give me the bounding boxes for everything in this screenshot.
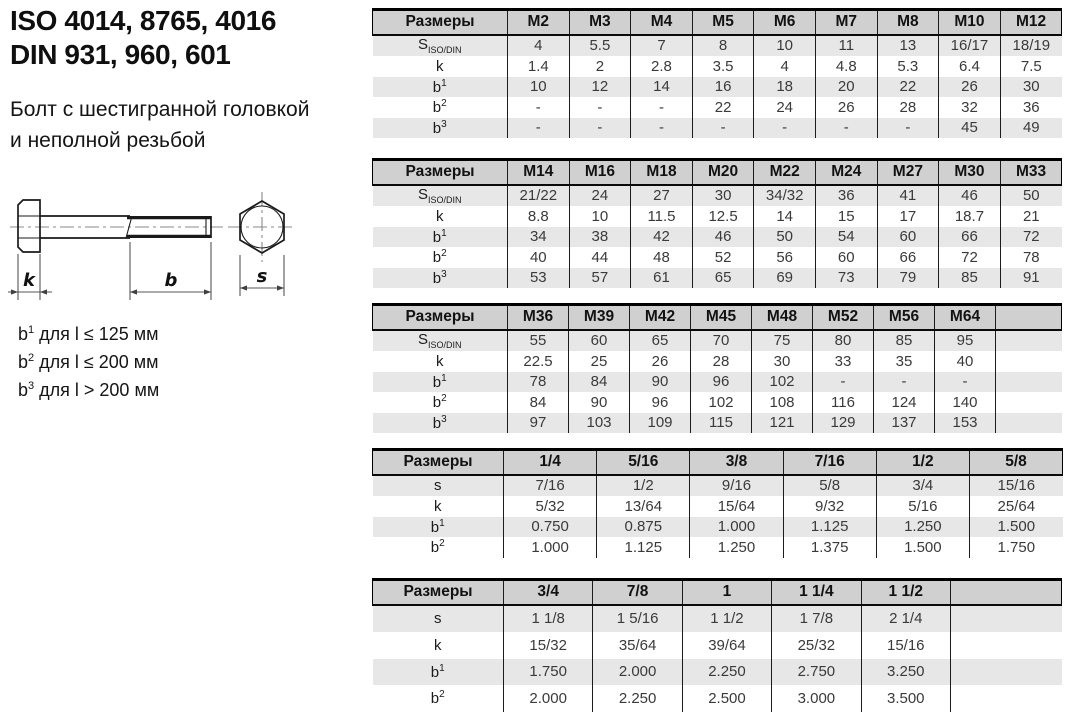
value-cell: 13 [877,35,939,57]
footnote-b2 [18,346,159,374]
footnote-b3 [18,374,159,402]
value-cell: 36 [1000,97,1062,118]
row-label: k [373,496,504,517]
value-cell: 153 [935,413,996,434]
value-cell: 57 [569,268,631,289]
value-cell: 60 [815,247,877,268]
value-cell: 78 [508,372,569,393]
value-cell: 9/32 [783,496,876,517]
value-cell: 8 [692,35,754,57]
size-column-header: 1 1/2 [861,580,950,605]
size-column-header: M27 [877,160,939,185]
size-column-header: M12 [1000,10,1062,35]
row-label: k [373,351,508,372]
value-cell: 12.5 [692,206,754,227]
size-column-header: M18 [631,160,693,185]
row-label: $b^2$ [373,392,508,413]
value-cell: 2.000 [593,659,682,686]
empty-cell [996,330,1062,352]
value-cell: 15/16 [861,632,950,659]
row-label: $b^2$ [373,247,508,268]
value-cell: 5/32 [504,496,597,517]
left-panel [10,4,365,156]
size-column-header: 1 [682,580,771,605]
bolt-head-outline [18,200,40,252]
value-cell: 2 1/4 [861,605,950,633]
value-cell: 25/64 [969,496,1062,517]
value-cell: 39/64 [682,632,771,659]
size-column-header: M4 [631,10,693,35]
value-cell: - [569,118,631,139]
value-cell: 20 [815,77,877,98]
value-cell: 116 [813,392,874,413]
size-column-header: M33 [1000,160,1062,185]
footnote-sup: 3 [28,380,35,392]
value-cell: 44 [569,247,631,268]
value-cell: 1 7/8 [772,605,861,633]
empty-header-cell [996,305,1062,330]
size-column-header: M39 [569,305,630,330]
value-cell: 55 [508,330,569,352]
value-cell: 33 [813,351,874,372]
value-cell: - [874,372,935,393]
footnote-text: для l > 200 мм [39,380,160,400]
value-cell: 10 [508,77,570,98]
value-cell: - [754,118,816,139]
value-cell: 22 [692,97,754,118]
value-cell: - [631,97,693,118]
value-cell: 78 [1000,247,1062,268]
value-cell: - [815,118,877,139]
size-column-header: 1/2 [876,450,969,475]
subtitle-line-2: и неполной резьбой [10,128,206,152]
value-cell: 50 [1000,185,1062,207]
empty-cell [950,605,1061,633]
value-cell: 18 [754,77,816,98]
value-cell: 79 [877,268,939,289]
value-cell: 1 1/8 [504,605,593,633]
value-cell: 35/64 [593,632,682,659]
value-cell: 96 [630,392,691,413]
value-cell: 73 [815,268,877,289]
page-title-din: DIN 931, 960, 601 [10,38,231,70]
value-cell: 102 [752,372,813,393]
size-column-header: M30 [939,160,1001,185]
value-cell: 84 [569,372,630,393]
value-cell: 16/17 [939,35,1001,57]
row-label: $b^1$ [373,659,504,686]
value-cell: 22.5 [508,351,569,372]
value-cell: 3/4 [876,475,969,497]
value-cell: 75 [752,330,813,352]
value-cell: 25 [569,351,630,372]
value-cell: 15/16 [969,475,1062,497]
value-cell: 91 [1000,268,1062,289]
table-corner-header: Размеры [373,450,504,475]
row-label: $b^3$ [373,268,508,289]
value-cell: 42 [631,227,693,248]
value-cell: 17 [877,206,939,227]
size-column-header: M52 [813,305,874,330]
value-cell: 4 [508,35,570,57]
empty-cell [996,413,1062,434]
size-column-header: M64 [935,305,996,330]
value-cell: 66 [877,247,939,268]
value-cell: 26 [939,77,1001,98]
size-column-header: M36 [508,305,569,330]
value-cell: 1.750 [969,537,1062,558]
row-label: $S_{ISO/DIN}$ [373,330,508,352]
value-cell: 34 [508,227,570,248]
k-arrow-left [11,289,18,294]
value-cell: 1.750 [504,659,593,686]
value-cell: 15 [815,206,877,227]
value-cell: 56 [754,247,816,268]
value-cell: 40 [508,247,570,268]
value-cell: 2.750 [772,659,861,686]
value-cell: 26 [815,97,877,118]
table-corner-header: Размеры [373,580,504,605]
size-column-header: 5/8 [969,450,1062,475]
dimension-table-metric-m36-m64 [372,303,1062,433]
size-column-header: M8 [877,10,939,35]
footnote-symbol: b [18,324,29,344]
value-cell: 12 [569,77,631,98]
value-cell: 15/64 [690,496,783,517]
row-label: k [373,206,508,227]
value-cell: 27 [631,185,693,207]
value-cell: 108 [752,392,813,413]
size-column-header: 3/8 [690,450,783,475]
value-cell: 15/32 [504,632,593,659]
empty-cell [950,685,1061,712]
value-cell: 2.250 [593,685,682,712]
value-cell: 129 [813,413,874,434]
value-cell: 21/22 [508,185,570,207]
value-cell: 2.000 [504,685,593,712]
footnotes [18,318,159,402]
table-corner-header: Размеры [373,160,508,185]
empty-cell [950,659,1061,686]
value-cell: 96 [691,372,752,393]
size-column-header: M6 [754,10,816,35]
row-label: $b^1$ [373,77,508,98]
value-cell: 18.7 [939,206,1001,227]
size-column-header: 5/16 [597,450,690,475]
bolt-technical-drawing [8,188,358,325]
row-label: k [373,632,504,659]
value-cell: 65 [692,268,754,289]
value-cell: 18/19 [1000,35,1062,57]
value-cell: 52 [692,247,754,268]
value-cell: 124 [874,392,935,413]
value-cell: 70 [691,330,752,352]
value-cell: 84 [508,392,569,413]
dimension-table-metric-m2-m12 [372,8,1062,138]
value-cell: 26 [630,351,691,372]
thread-runout-line [126,216,132,238]
size-column-header: M24 [815,160,877,185]
row-label: $b^1$ [373,517,504,538]
value-cell: 45 [939,118,1001,139]
bolt-drawing-svg [8,188,358,320]
empty-cell [996,351,1062,372]
value-cell: - [692,118,754,139]
value-cell: 121 [752,413,813,434]
value-cell: 3.500 [861,685,950,712]
value-cell: 8.8 [508,206,570,227]
row-label: $S_{ISO/DIN}$ [373,35,508,57]
size-column-header: 1 1/4 [772,580,861,605]
value-cell: 1.500 [969,517,1062,538]
footnote-symbol: b [18,380,29,400]
size-column-header: M7 [815,10,877,35]
value-cell: 36 [815,185,877,207]
value-cell: 35 [874,351,935,372]
value-cell: 102 [691,392,752,413]
value-cell: 72 [1000,227,1062,248]
value-cell: 9/16 [690,475,783,497]
row-label: $b^3$ [373,413,508,434]
value-cell: 85 [874,330,935,352]
footnote-sup: 2 [28,352,35,364]
value-cell: 2.8 [631,56,693,77]
value-cell: 3.000 [772,685,861,712]
footnote-text: для l ≤ 125 мм [39,324,159,344]
value-cell: 2 [569,56,631,77]
value-cell: - [813,372,874,393]
size-column-header: M16 [569,160,631,185]
b-arrow-right [204,289,211,294]
subtitle-line-1: Болт с шестигранной головкой [10,98,310,122]
size-column-header: M22 [754,160,816,185]
value-cell: 13/64 [597,496,690,517]
empty-cell [950,632,1061,659]
row-label: k [373,56,508,77]
row-label: $b^1$ [373,372,508,393]
empty-header-cell [950,580,1061,605]
value-cell: 1 1/2 [682,605,771,633]
value-cell: 137 [874,413,935,434]
value-cell: - [631,118,693,139]
size-column-header: M42 [630,305,691,330]
value-cell: 30 [752,351,813,372]
value-cell: - [877,118,939,139]
value-cell: 60 [877,227,939,248]
value-cell: 14 [631,77,693,98]
value-cell: 61 [631,268,693,289]
value-cell: 5/8 [783,475,876,497]
size-column-header: M56 [874,305,935,330]
value-cell: 1/2 [597,475,690,497]
page-title-iso: ISO 4014, 8765, 4016 [10,5,276,36]
value-cell: 103 [569,413,630,434]
size-column-header: M10 [939,10,1001,35]
value-cell: 5.3 [877,56,939,77]
table-corner-header: Размеры [373,305,508,330]
size-column-header: 7/8 [593,580,682,605]
value-cell: 4.8 [815,56,877,77]
value-cell: 11 [815,35,877,57]
empty-cell [996,372,1062,393]
value-cell: 1.125 [597,537,690,558]
value-cell: 90 [630,372,691,393]
value-cell: 32 [939,97,1001,118]
value-cell: 1.000 [504,537,597,558]
size-column-header: 3/4 [504,580,593,605]
value-cell: 90 [569,392,630,413]
value-cell: 53 [508,268,570,289]
value-cell: 48 [631,247,693,268]
value-cell: - [935,372,996,393]
value-cell: 25/32 [772,632,861,659]
value-cell: 34/32 [754,185,816,207]
value-cell: 28 [877,97,939,118]
value-cell: 115 [691,413,752,434]
value-cell: 16 [692,77,754,98]
size-column-header: M48 [752,305,813,330]
row-label: $b^1$ [373,227,508,248]
value-cell: 30 [1000,77,1062,98]
value-cell: 7/16 [504,475,597,497]
value-cell: 2.250 [682,659,771,686]
footnote-symbol: b [18,352,29,372]
size-column-header: M2 [508,10,570,35]
value-cell: 7 [631,35,693,57]
footnote-text: для l ≤ 200 мм [39,352,159,372]
value-cell: 10 [754,35,816,57]
value-cell: - [508,118,570,139]
page-subtitle [10,95,365,156]
value-cell: 30 [692,185,754,207]
value-cell: 140 [935,392,996,413]
value-cell: 24 [754,97,816,118]
value-cell: 46 [939,185,1001,207]
dimension-table-inch-small [372,448,1063,558]
value-cell: 4 [754,56,816,77]
value-cell: 50 [754,227,816,248]
size-column-header: M20 [692,160,754,185]
value-cell: 5.5 [569,35,631,57]
empty-cell [996,392,1062,413]
value-cell: 2.500 [682,685,771,712]
value-cell: 1.4 [508,56,570,77]
value-cell: 60 [569,330,630,352]
tables-area [372,0,1062,720]
row-label: s [373,475,504,497]
size-column-header: M3 [569,10,631,35]
k-dimension-label: k [23,270,35,291]
value-cell: 14 [754,206,816,227]
value-cell: 10 [569,206,631,227]
footnote-sup: 1 [28,324,35,336]
value-cell: - [569,97,631,118]
size-column-header: 1/4 [504,450,597,475]
value-cell: 40 [935,351,996,372]
value-cell: 109 [630,413,691,434]
value-cell: 85 [939,268,1001,289]
value-cell: 49 [1000,118,1062,139]
size-column-header: M45 [691,305,752,330]
dimension-table-metric-m14-m33 [372,158,1062,288]
value-cell: 5/16 [876,496,969,517]
value-cell: 1.500 [876,537,969,558]
size-column-header: M5 [692,10,754,35]
value-cell: 46 [692,227,754,248]
b-dimension-label: b [164,270,178,291]
row-label: s [373,605,504,633]
value-cell: 0.875 [597,517,690,538]
value-cell: 54 [815,227,877,248]
value-cell: - [508,97,570,118]
row-label: $b^3$ [373,118,508,139]
row-label: $b^2$ [373,685,504,712]
table-corner-header: Размеры [373,10,508,35]
value-cell: 24 [569,185,631,207]
value-cell: 28 [691,351,752,372]
value-cell: 72 [939,247,1001,268]
s-arrow-right [277,285,284,290]
value-cell: 38 [569,227,631,248]
value-cell: 1 5/16 [593,605,682,633]
value-cell: 1.250 [690,537,783,558]
value-cell: 41 [877,185,939,207]
s-arrow-left [240,285,247,290]
s-dimension-label: s [256,266,268,287]
row-label: $b^2$ [373,537,504,558]
value-cell: 1.125 [783,517,876,538]
value-cell: 0.750 [504,517,597,538]
value-cell: 3.5 [692,56,754,77]
value-cell: 1.000 [690,517,783,538]
value-cell: 95 [935,330,996,352]
value-cell: 1.375 [783,537,876,558]
value-cell: 3.250 [861,659,950,686]
row-label: $S_{ISO/DIN}$ [373,185,508,207]
row-label: $b^2$ [373,97,508,118]
b-arrow-left [130,289,137,294]
value-cell: 7.5 [1000,56,1062,77]
value-cell: 21 [1000,206,1062,227]
value-cell: 65 [630,330,691,352]
value-cell: 66 [939,227,1001,248]
value-cell: 97 [508,413,569,434]
value-cell: 6.4 [939,56,1001,77]
value-cell: 11.5 [631,206,693,227]
dimension-table-inch-large [372,578,1062,712]
k-arrow-right [40,289,47,294]
value-cell: 80 [813,330,874,352]
footnote-b1 [18,318,159,346]
size-column-header: M14 [508,160,570,185]
value-cell: 69 [754,268,816,289]
value-cell: 1.250 [876,517,969,538]
value-cell: 22 [877,77,939,98]
size-column-header: 7/16 [783,450,876,475]
